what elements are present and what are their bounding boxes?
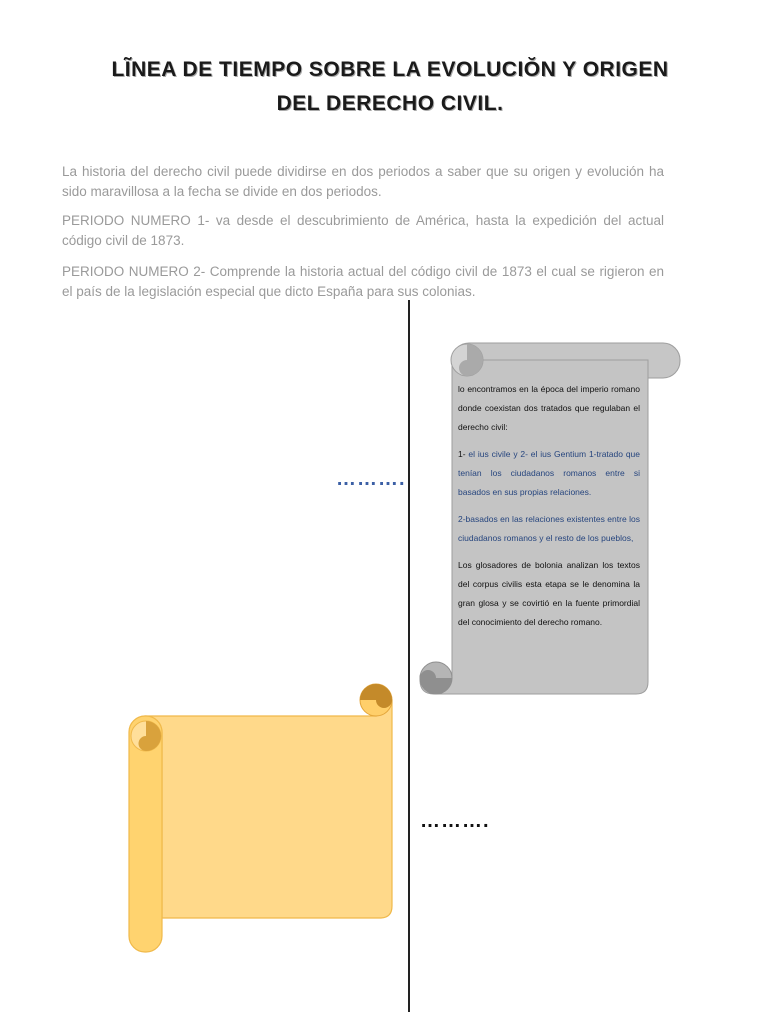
scroll-paragraph-2-prefix: 1-: [458, 449, 469, 459]
title-line-2: DEL DERECHO CIVIL.: [276, 92, 504, 115]
intro-paragraph-2: PERIODO NUMERO 1- va desde el descubrimiento de América, hasta la expedición del actual código civil de 1873.: [62, 213, 664, 248]
title-line-1: LĨNEA DE TIEMPO SOBRE LA EVOLUCIŎN Y ORIGEN: [111, 58, 669, 81]
scroll-paragraph-2-body: el ius civile y 2- el ius Gentium 1-tratado que tenían los ciudadanos romanos entre si basados en sus propias relaciones.: [458, 449, 640, 497]
timeline-marker-lower: ……….: [420, 810, 490, 832]
scroll-paragraph-4: Los glosadores de bolonia analizan los textos del corpus civilis esta etapa se le denomina la gran glosa y se covirtió en la fuente primordial del conocimiento del derecho romano.: [458, 560, 640, 627]
timeline-marker-upper: ……….: [336, 468, 406, 490]
scroll-paragraph-1: lo encontramos en la época del imperio romano donde coexistan dos tratados que regulaban el derecho civil:: [458, 384, 640, 432]
intro-paragraph-3: PERIODO NUMERO 2- Comprende la historia actual del código civil de 1873 el cual se rigieron en el país de la legislación especial que dicto España para sus colonias.: [62, 264, 664, 299]
intro-paragraph-1: La historia del derecho civil puede dividirse en dos periodos a saber que su origen y evolución ha sido maravillosa a la fecha se divide en dos periodos.: [62, 164, 664, 199]
scroll-paragraph-3: 2-basados en las relaciones existentes entre los ciudadanos romanos y el resto de los pueblos,: [458, 514, 640, 543]
